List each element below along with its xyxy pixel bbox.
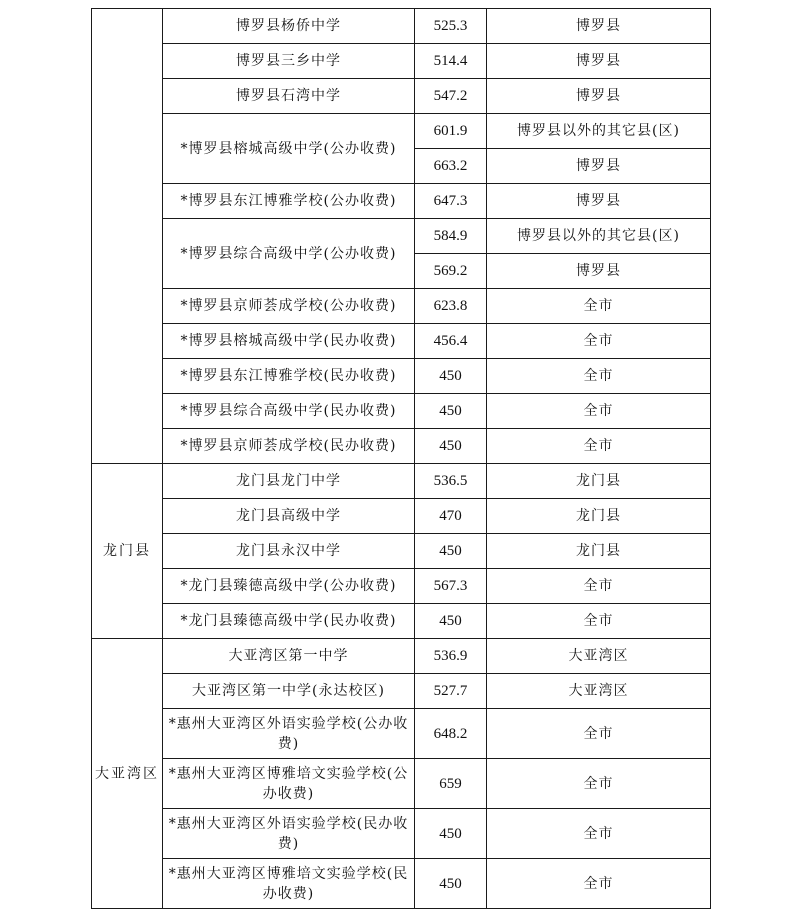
enrollment-area-cell: 全市 <box>487 569 711 604</box>
school-name-cell: *博罗县东江博雅学校(公办收费) <box>163 184 415 219</box>
table-row <box>92 219 711 254</box>
district-cell: 大亚湾区 <box>92 639 163 909</box>
table-row <box>92 9 711 44</box>
enrollment-area-cell: 博罗县 <box>487 79 711 114</box>
school-name-cell: *惠州大亚湾区博雅培文实验学校(公办收费) <box>163 759 415 809</box>
score-cell: 470 <box>415 499 487 534</box>
table-row <box>92 534 711 569</box>
table-row <box>92 809 711 859</box>
enrollment-area-cell: 全市 <box>487 709 711 759</box>
enrollment-area-cell: 博罗县 <box>487 149 711 184</box>
school-name-cell: *惠州大亚湾区外语实验学校(公办收费) <box>163 709 415 759</box>
school-name-cell: *博罗县京师荟成学校(公办收费) <box>163 289 415 324</box>
school-name-cell: *博罗县京师荟成学校(民办收费) <box>163 429 415 464</box>
table-row <box>92 359 711 394</box>
score-cell: 648.2 <box>415 709 487 759</box>
score-cell: 450 <box>415 534 487 569</box>
school-name-cell: *博罗县综合高级中学(民办收费) <box>163 394 415 429</box>
school-name-cell: *龙门县臻德高级中学(民办收费) <box>163 604 415 639</box>
enrollment-area-cell: 大亚湾区 <box>487 674 711 709</box>
score-cell: 450 <box>415 394 487 429</box>
enrollment-area-cell: 博罗县 <box>487 254 711 289</box>
score-cell: 659 <box>415 759 487 809</box>
table-row <box>92 429 711 464</box>
table-row <box>92 674 711 709</box>
enrollment-area-cell: 大亚湾区 <box>487 639 711 674</box>
enrollment-area-cell: 全市 <box>487 809 711 859</box>
enrollment-area-cell: 博罗县以外的其它县(区) <box>487 114 711 149</box>
score-cell: 663.2 <box>415 149 487 184</box>
district-cell: 龙门县 <box>92 464 163 639</box>
school-name-cell: *龙门县臻德高级中学(公办收费) <box>163 569 415 604</box>
table-row <box>92 499 711 534</box>
score-cell: 450 <box>415 429 487 464</box>
score-cell: 567.3 <box>415 569 487 604</box>
enrollment-area-cell: 全市 <box>487 859 711 909</box>
enrollment-area-cell: 全市 <box>487 394 711 429</box>
enrollment-area-cell: 全市 <box>487 429 711 464</box>
table-row <box>92 289 711 324</box>
table-row <box>92 464 711 499</box>
enrollment-area-cell: 全市 <box>487 324 711 359</box>
table-row <box>92 859 711 909</box>
enrollment-area-cell: 博罗县 <box>487 184 711 219</box>
table-row <box>92 759 711 809</box>
score-cell: 647.3 <box>415 184 487 219</box>
table-row <box>92 709 711 759</box>
school-name-cell: 龙门县永汉中学 <box>163 534 415 569</box>
school-name-cell: 大亚湾区第一中学 <box>163 639 415 674</box>
table-row <box>92 394 711 429</box>
table-row <box>92 324 711 359</box>
score-cell: 450 <box>415 604 487 639</box>
score-cell: 569.2 <box>415 254 487 289</box>
score-cell: 450 <box>415 809 487 859</box>
score-cell: 525.3 <box>415 9 487 44</box>
school-name-cell: *惠州大亚湾区外语实验学校(民办收费) <box>163 809 415 859</box>
score-cell: 623.8 <box>415 289 487 324</box>
enrollment-area-cell: 龙门县 <box>487 534 711 569</box>
score-cell: 450 <box>415 859 487 909</box>
score-cell: 514.4 <box>415 44 487 79</box>
score-cell: 450 <box>415 359 487 394</box>
table-row <box>92 79 711 114</box>
school-name-cell: *博罗县综合高级中学(公办收费) <box>163 219 415 289</box>
score-cell: 536.9 <box>415 639 487 674</box>
school-name-cell: 龙门县高级中学 <box>163 499 415 534</box>
enrollment-area-cell: 全市 <box>487 604 711 639</box>
enrollment-area-cell: 博罗县 <box>487 44 711 79</box>
enrollment-area-cell: 全市 <box>487 759 711 809</box>
school-name-cell: 龙门县龙门中学 <box>163 464 415 499</box>
table-row <box>92 604 711 639</box>
school-name-cell: *博罗县榕城高级中学(民办收费) <box>163 324 415 359</box>
table-row <box>92 569 711 604</box>
enrollment-area-cell: 龙门县 <box>487 499 711 534</box>
district-cell <box>92 9 163 464</box>
enrollment-area-cell: 龙门县 <box>487 464 711 499</box>
score-cell: 584.9 <box>415 219 487 254</box>
table-row <box>92 639 711 674</box>
admission-score-table <box>91 8 711 909</box>
school-name-cell: 博罗县三乡中学 <box>163 44 415 79</box>
school-name-cell: 博罗县杨侨中学 <box>163 9 415 44</box>
enrollment-area-cell: 博罗县 <box>487 9 711 44</box>
table-body <box>92 9 711 909</box>
school-name-cell: *博罗县榕城高级中学(公办收费) <box>163 114 415 184</box>
score-cell: 547.2 <box>415 79 487 114</box>
enrollment-area-cell: 博罗县以外的其它县(区) <box>487 219 711 254</box>
table-row <box>92 184 711 219</box>
score-cell: 536.5 <box>415 464 487 499</box>
table-row <box>92 114 711 149</box>
score-cell: 601.9 <box>415 114 487 149</box>
table-row <box>92 44 711 79</box>
enrollment-area-cell: 全市 <box>487 289 711 324</box>
school-name-cell: *惠州大亚湾区博雅培文实验学校(民办收费) <box>163 859 415 909</box>
enrollment-area-cell: 全市 <box>487 359 711 394</box>
school-name-cell: 博罗县石湾中学 <box>163 79 415 114</box>
score-cell: 456.4 <box>415 324 487 359</box>
school-name-cell: 大亚湾区第一中学(永达校区) <box>163 674 415 709</box>
school-name-cell: *博罗县东江博雅学校(民办收费) <box>163 359 415 394</box>
score-cell: 527.7 <box>415 674 487 709</box>
